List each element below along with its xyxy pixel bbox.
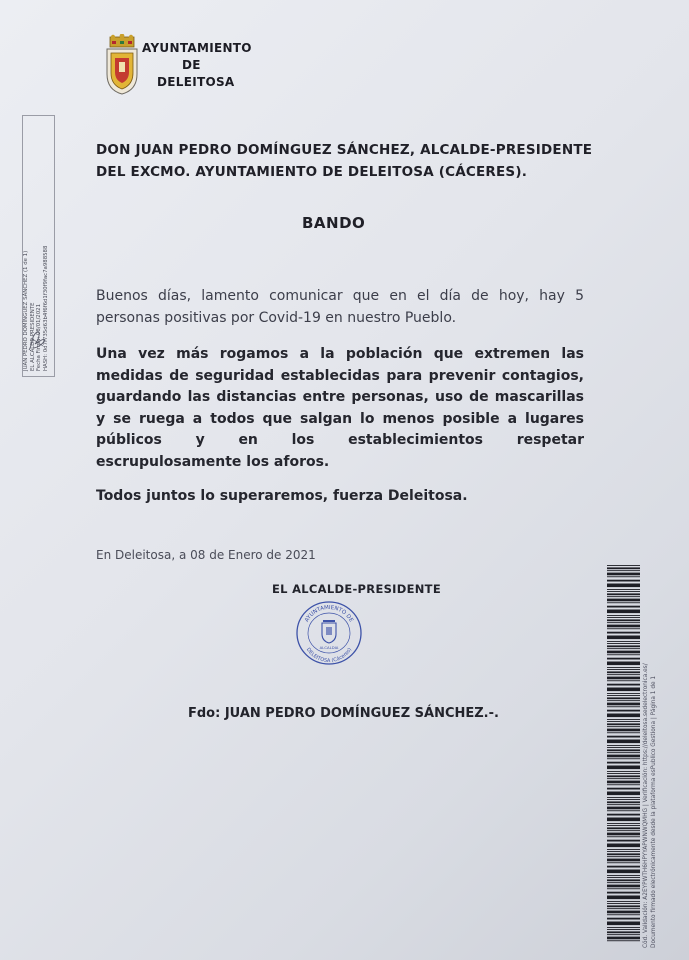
validation-note: Documento firmado electrónicamente desde la plataforma esPublico Gestiona | Página 1 de 1 (651, 675, 657, 948)
paragraph-announcement: Buenos días, lamento comunicar que en el día de hoy, hay 5 personas positivas por Covid-19 en nuestro Pueblo. (96, 288, 584, 326)
document-title-line-2: DEL EXCMO. AYUNTAMIENTO DE DELEITOSA (CÁCERES). (96, 164, 528, 180)
place-and-date: En Deleitosa, a 08 de Enero de 2021 (96, 548, 316, 562)
validation-code: Cód. Validación: A2EYPWTH6HPYYAPWNWQMHG | Verificación: https://deleitosa.sedelectronica.es/ (643, 663, 649, 948)
svg-text:AYUNTAMIENTO DE: AYUNTAMIENTO DE (304, 604, 354, 624)
signature-strip-signer: JUAN PEDRO DOMÍNGUEZ SÁNCHEZ (1 de 1) (23, 250, 29, 371)
paragraph-closing: Todos juntos lo superaremos, fuerza Deleitosa. (96, 488, 468, 504)
signature-strip-role: EL ALCALDE-PRESIDENTE (29, 302, 36, 371)
paragraph-safety-measures: Una vez más rogamos a la población que extremen las medidas de seguridad establecidas para prevenir contagios, guardando las distancias entre personas, uso de mascarillas y se ruega a todos que salgan lo menos posible a lugares públicos y en los establecimientos respetar escrupulosamente los aforos. (96, 346, 584, 470)
handwritten-signature-icon (25, 326, 49, 354)
header-line-ayuntamiento: AYUNTAMIENTO (142, 41, 252, 55)
validation-strip-text (642, 568, 672, 948)
signature-strip-hash: HASH: 0d7f735d63b4f6f6d1f30f9fac7a988588 (42, 245, 49, 371)
header-line-town: DELEITOSA (157, 75, 235, 89)
barcode-icon (607, 565, 640, 943)
document-heading: BANDO (302, 214, 366, 232)
official-stamp-icon (295, 600, 363, 666)
signature-line: Fdo: JUAN PEDRO DOMÍNGUEZ SÁNCHEZ.-. (188, 706, 499, 721)
document-title-line-1: DON JUAN PEDRO DOMÍNGUEZ SÁNCHEZ, ALCALDE-PRESIDENTE (96, 142, 593, 158)
svg-text:DELEITOSA (Cáceres): DELEITOSA (Cáceres) (304, 646, 354, 665)
header-line-de: DE (182, 58, 201, 72)
svg-text:ALCALDIA: ALCALDIA (319, 645, 339, 650)
coat-of-arms-icon (104, 34, 140, 96)
signer-role: EL ALCALDE-PRESIDENTE (272, 582, 441, 596)
signature-strip-date: Fecha Firma: 08/01/2021 (36, 304, 42, 371)
